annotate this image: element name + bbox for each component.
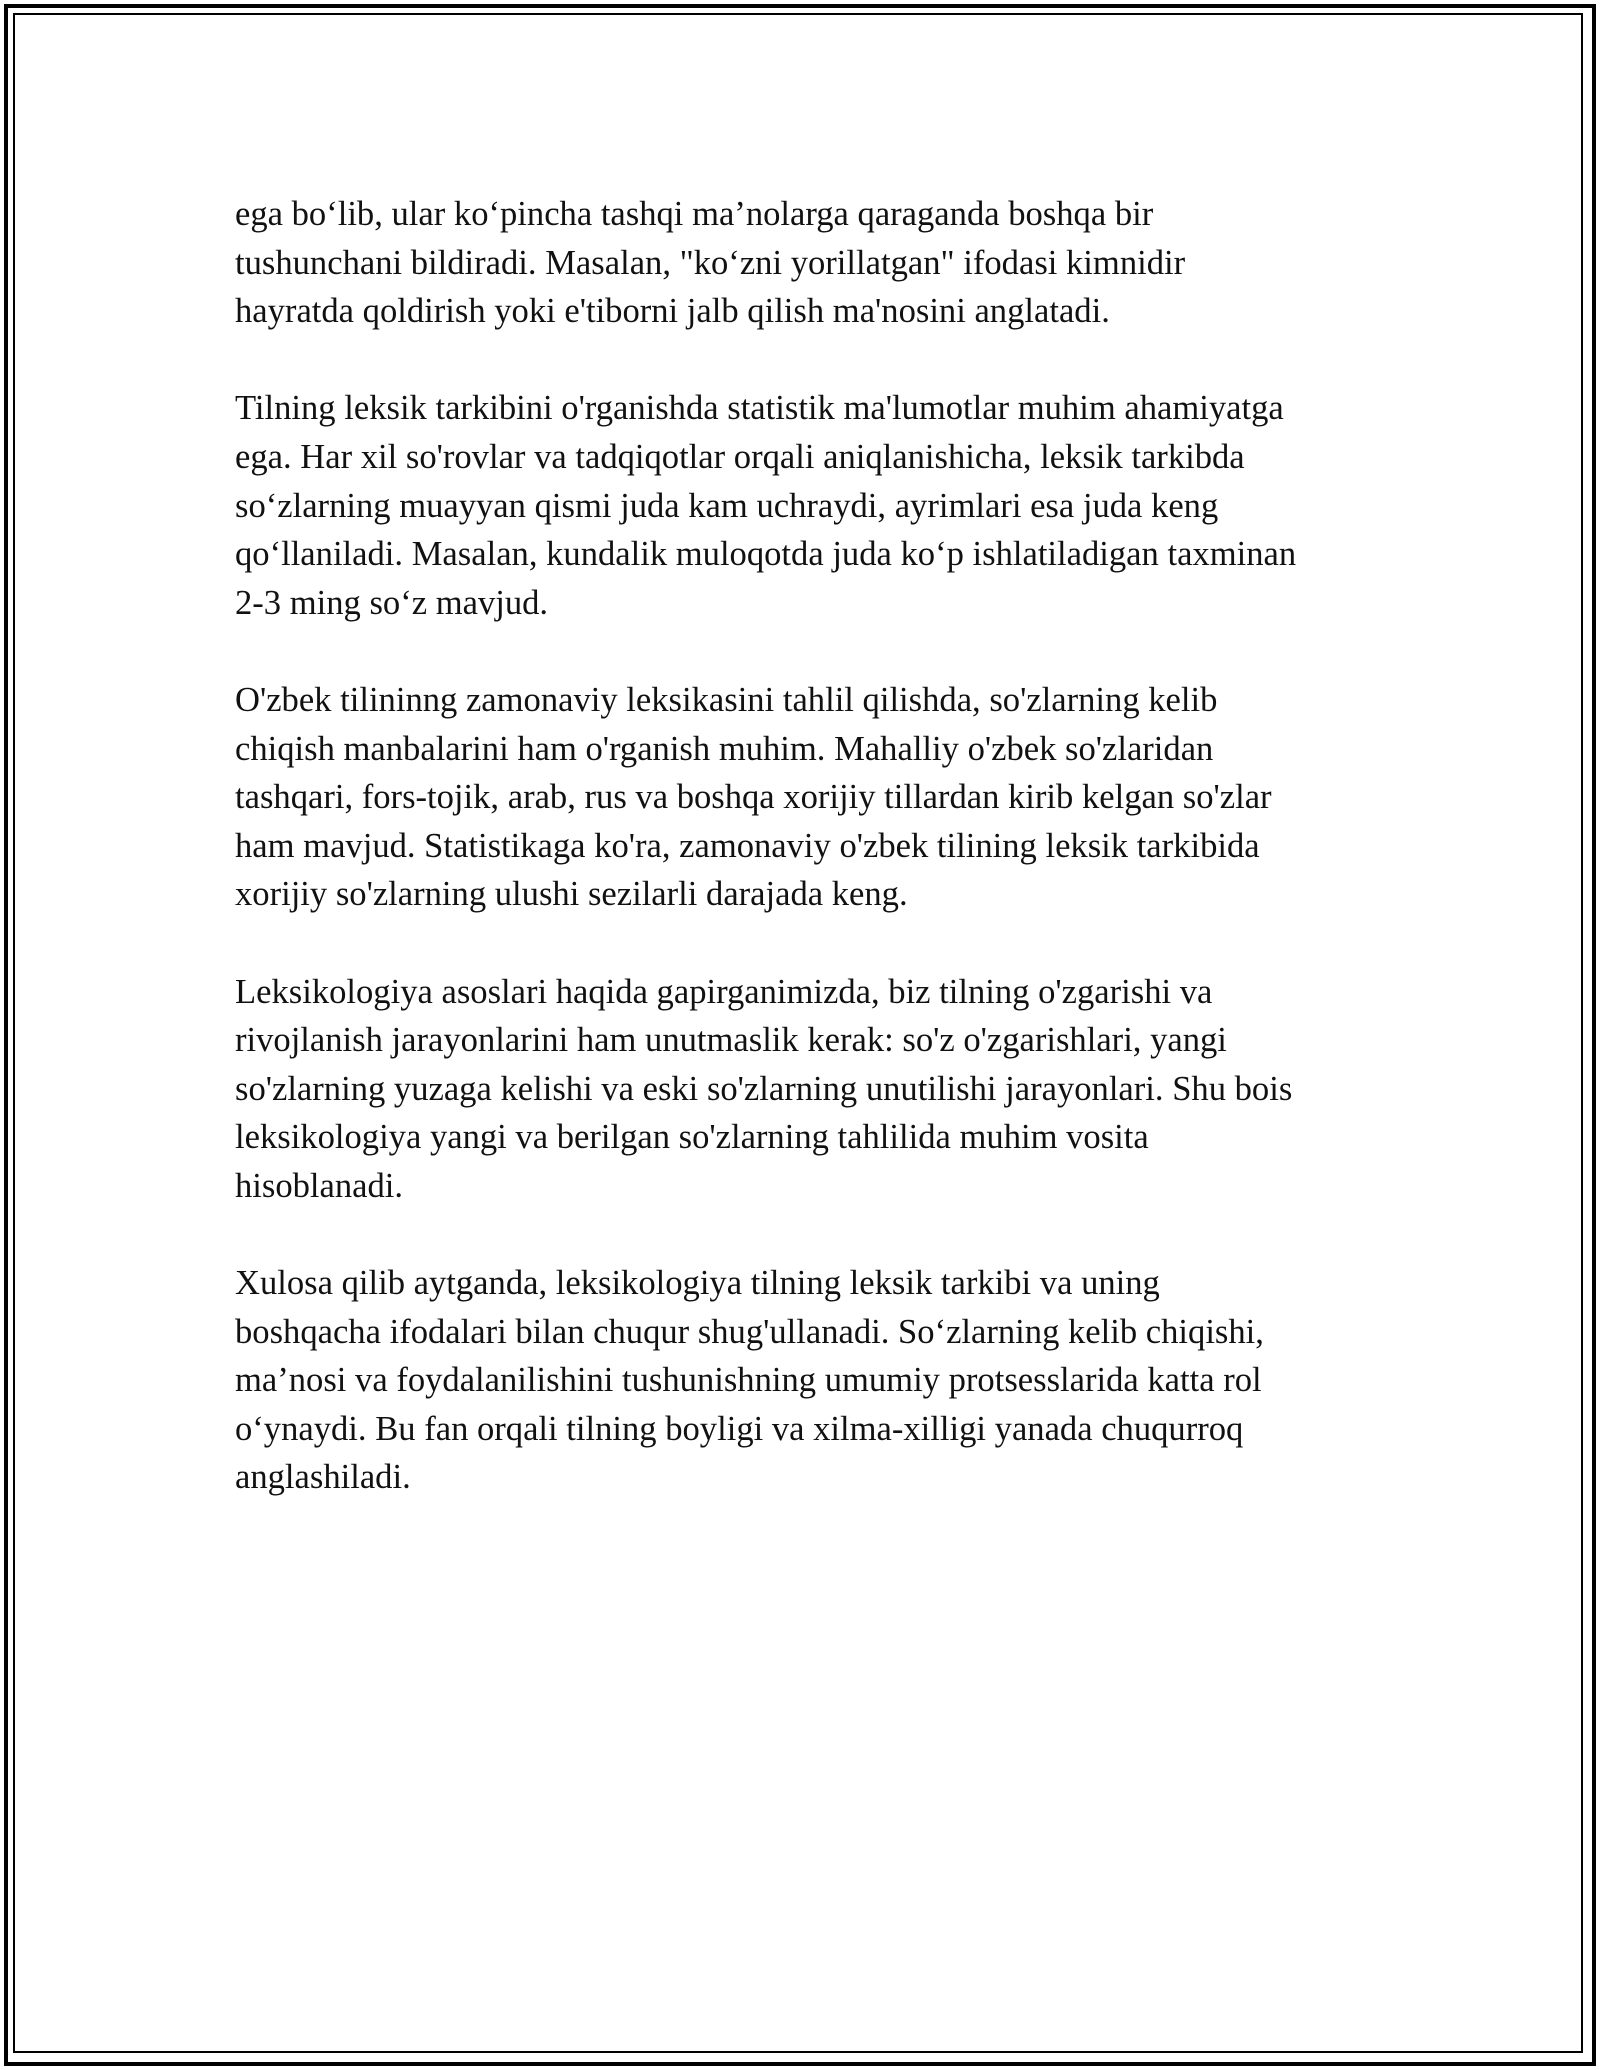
paragraph-1: ega bo‘lib, ular ko‘pincha tashqi ma’nolarga qaraganda boshqa bir tushunchani bildiradi. Masalan, "ko‘zni yorillatgan" ifodasi kimnidir hayratda qoldirish yoki e'tiborni jalb qilish ma'nosini anglatadi. (235, 195, 1186, 331)
paragraph-5: Xulosa qilib aytganda, leksikologiya tilning leksik tarkibi va uning boshqacha ifodalari bilan chuqur shug'ullanadi. So‘zlarning kelib chiqishi, ma’nosi va foydalanilishini tushunishning umumiy protsesslarida katta rol o‘ynaydi. Bu fan orqali tilning boyligi va xilma-xilligi yanada chuqurroq anglashiladi. (235, 1264, 1264, 1497)
paragraph-2: Tilning leksik tarkibini o'rganishda statistik ma'lumotlar muhim ahamiyatga ega. Har xil so'rovlar va tadqiqotlar orqali aniqlanishicha, leksik tarkibda so‘zlarning muayyan qismi juda kam uchraydi, ayrimlari esa juda keng qo‘llaniladi. Masalan, kundalik muloqotda juda ko‘p ishlatiladigan taxminan 2-3 ming so‘z mavjud. (235, 389, 1297, 622)
paragraph-3: O'zbek tilininng zamonaviy leksikasini tahlil qilishda, so'zlarning kelib chiqish manbalarini ham o'rganish muhim. Mahalliy o'zbek so'zlaridan tashqari, fors-tojik, arab, rus va boshqa xorijiy tillardan kirib kelgan so'zlar ham mavjud. Statistikaga ko'ra, zamonaviy o'zbek tilining leksik tarkibida xorijiy so'zlarning ulushi sezilarli darajada keng. (235, 680, 1272, 914)
document-body (235, 190, 1375, 1551)
paragraph-4: Leksikologiya asoslari haqida gapirganimizda, biz tilning o'zgarishi va rivojlanish jarayonlarini ham unutmaslik kerak: so'z o'zgarishlari, yangi so'zlarning yuzaga kelishi va eski so'zlarning unutilishi jarayonlari. Shu bois leksikologiya yangi va berilgan so'zlarning tahlilida muhim vosita hisoblanadi. (235, 972, 1293, 1205)
